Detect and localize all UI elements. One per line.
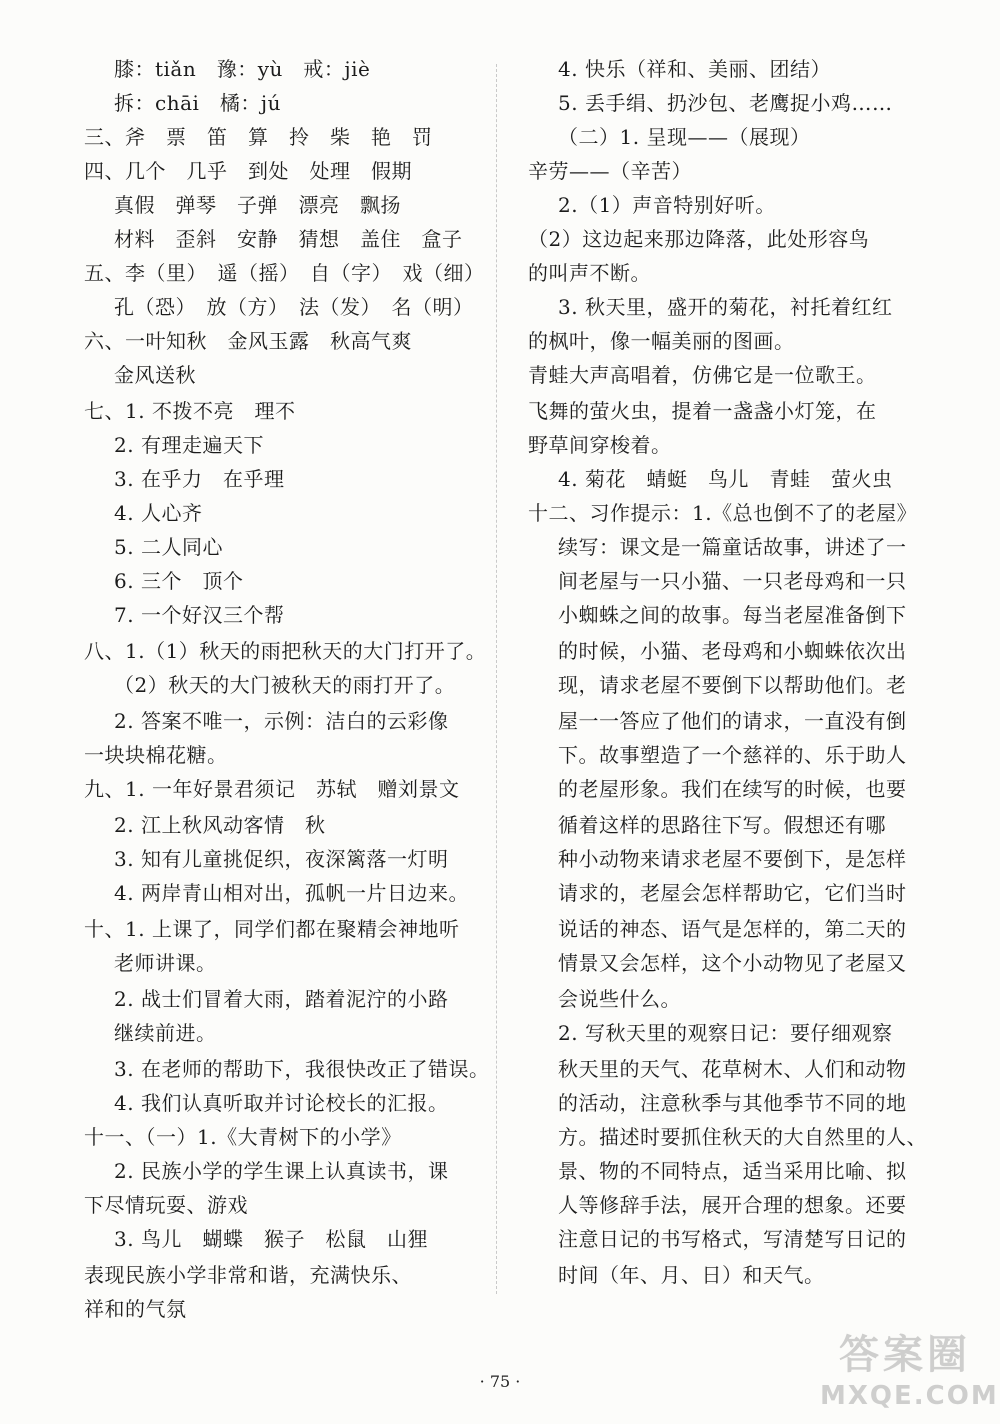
left-answer-line: 3. 知有儿童挑促织，夜深篱落一灯明 — [114, 847, 449, 871]
right-answer-line: 秋天里的天气、花草树木、人们和动物 — [558, 1057, 907, 1081]
left-answer-line: 5. 二人同心 — [114, 535, 223, 559]
right-answer-line: 屋一一答应了他们的请求，一直没有倒 — [558, 709, 907, 733]
left-answer-line: 4. 人心齐 — [114, 501, 203, 525]
watermark-logo — [820, 1330, 999, 1418]
left-answer-line: 3. 在老师的帮助下，我很快改正了错误。 — [114, 1057, 490, 1081]
right-answer-line: 注意日记的书写格式，写清楚写日记的 — [558, 1227, 907, 1251]
right-answer-line: 飞舞的萤火虫，提着一盏盏小灯笼，在 — [528, 399, 877, 423]
right-answer-line: 5. 丢手绢、扔沙包、老鹰捉小鸡…… — [558, 91, 893, 115]
right-answer-line: （2）这边起来那边降落，此处形容鸟 — [528, 227, 870, 251]
left-answer-line: 继续前进。 — [114, 1021, 217, 1045]
left-answer-line: 2. 江上秋风动客情 秋 — [114, 813, 326, 837]
left-answer-line: 2. 民族小学的学生课上认真读书，课 — [114, 1159, 449, 1183]
right-answer-line: 4. 快乐（祥和、美丽、团结） — [558, 57, 831, 81]
left-answer-line: 7. 一个好汉三个帮 — [114, 603, 285, 627]
left-answer-line: 3. 鸟儿 蝴蝶 猴子 松鼠 山狸 — [114, 1227, 428, 1251]
right-answer-line: 间老屋与一只小猫、一只老母鸡和一只 — [558, 569, 907, 593]
left-answer-line: 2. 战士们冒着大雨，踏着泥泞的小路 — [114, 987, 449, 1011]
right-answer-line: 会说些什么。 — [558, 987, 681, 1011]
left-answer-line: 十一、（一）1.《大青树下的小学》 — [84, 1125, 402, 1149]
left-answer-line: 膝：tiǎn 豫：yù 戒：jiè — [114, 57, 371, 81]
left-answer-line: 金风送秋 — [114, 363, 196, 387]
left-answer-line: 下尽情玩耍、游戏 — [84, 1193, 248, 1217]
right-answer-line: 辛劳——（辛苦） — [528, 159, 692, 183]
right-answer-line: 景、物的不同特点，适当采用比喻、拟 — [558, 1159, 907, 1183]
right-answer-line: 青蛙大声高唱着，仿佛它是一位歌王。 — [528, 363, 877, 387]
right-answer-line: 人等修辞手法，展开合理的想象。还要 — [558, 1193, 907, 1217]
watermark-url: MXQE.COM — [820, 1381, 999, 1411]
right-answer-line: 续写：课文是一篇童话故事，讲述了一 — [558, 535, 907, 559]
left-answer-line: 四、几个 几乎 到处 处理 假期 — [84, 159, 412, 183]
right-answer-line: 说话的神态、语气是怎样的，第二天的 — [558, 917, 907, 941]
left-answer-line: 十、1. 上课了，同学们都在聚精会神地听 — [84, 917, 460, 941]
left-answer-line: 祥和的气氛 — [84, 1297, 187, 1321]
right-answer-line: （二）1. 呈现——（展现） — [558, 125, 811, 149]
left-answer-line: 八、1.（1）秋天的雨把秋天的大门打开了。 — [84, 639, 487, 663]
right-answer-line: 十二、习作提示：1.《总也倒不了的老屋》 — [528, 501, 918, 525]
left-answer-line: 九、1. 一年好景君须记 苏轼 赠刘景文 — [84, 777, 460, 801]
right-answer-line: 的枫叶，像一幅美丽的图画。 — [528, 329, 795, 353]
left-answer-line: 五、李（里） 遥（摇） 自（字） 戏（细） — [84, 261, 485, 285]
left-answer-line: 2. 有理走遍天下 — [114, 433, 264, 457]
left-answer-line: 一块块棉花糖。 — [84, 743, 228, 767]
left-answer-line: 三、斧 票 笛 算 拎 柴 艳 罚 — [84, 125, 433, 149]
left-answer-line: 七、1. 不拨不亮 理不 — [84, 399, 296, 423]
right-answer-line: 的叫声不断。 — [528, 261, 651, 285]
right-answer-line: 现，请求老屋不要倒下以帮助他们。老 — [558, 673, 907, 697]
left-answer-line: 材料 歪斜 安静 猜想 盖住 盒子 — [114, 227, 463, 251]
right-answer-line: 2.（1）声音特别好听。 — [558, 193, 776, 217]
left-answer-line: 真假 弹琴 子弹 漂亮 飘扬 — [114, 193, 401, 217]
right-answer-line: 请求的，老屋会怎样帮助它，它们当时 — [558, 881, 907, 905]
page-number: · 75 · — [479, 1372, 521, 1391]
right-answer-line: 3. 秋天里，盛开的菊花，衬托着红红 — [558, 295, 893, 319]
left-answer-line: 3. 在乎力 在乎理 — [114, 467, 285, 491]
right-answer-line: 的活动，注意秋季与其他季节不同的地 — [558, 1091, 907, 1115]
right-answer-line: 的老屋形象。我们在续写的时候，也要 — [558, 777, 907, 801]
right-answer-line: 情景又会怎样，这个小动物见了老屋又 — [558, 951, 907, 975]
left-answer-line: （2）秋天的大门被秋天的雨打开了。 — [114, 673, 456, 697]
right-answer-line: 循着这样的思路往下写。假想还有哪 — [558, 813, 886, 837]
left-answer-line: 六、一叶知秋 金风玉露 秋高气爽 — [84, 329, 412, 353]
left-answer-line: 4. 我们认真听取并讨论校长的汇报。 — [114, 1091, 449, 1115]
left-answer-line: 6. 三个 顶个 — [114, 569, 244, 593]
right-answer-line: 野草间穿梭着。 — [528, 433, 672, 457]
left-answer-line: 拆：chāi 橘：jú — [114, 91, 281, 115]
left-answer-line: 2. 答案不唯一，示例：洁白的云彩像 — [114, 709, 449, 733]
right-answer-line: 小蜘蛛之间的故事。每当老屋准备倒下 — [558, 603, 907, 627]
left-answer-line: 老师讲课。 — [114, 951, 217, 975]
right-answer-line: 方。描述时要抓住秋天的大自然里的人、 — [558, 1125, 927, 1149]
left-answer-line: 表现民族小学非常和谐，充满快乐、 — [84, 1263, 412, 1287]
column-divider — [496, 64, 497, 1294]
left-answer-line: 4. 两岸青山相对出，孤帆一片日边来。 — [114, 881, 469, 905]
right-answer-line: 的时候，小猫、老母鸡和小蜘蛛依次出 — [558, 639, 907, 663]
watermark-text: 答案圈 — [839, 1332, 971, 1378]
left-answer-line: 孔（恐） 放（方） 法（发） 名（明） — [114, 295, 474, 319]
right-answer-line: 种小动物来请求老屋不要倒下，是怎样 — [558, 847, 907, 871]
right-answer-line: 4. 菊花 蜻蜓 鸟儿 青蛙 萤火虫 — [558, 467, 893, 491]
right-answer-line: 时间（年、月、日）和天气。 — [558, 1263, 825, 1287]
right-answer-line: 下。故事塑造了一个慈祥的、乐于助人 — [558, 743, 907, 767]
right-answer-line: 2. 写秋天里的观察日记：要仔细观察 — [558, 1021, 893, 1045]
